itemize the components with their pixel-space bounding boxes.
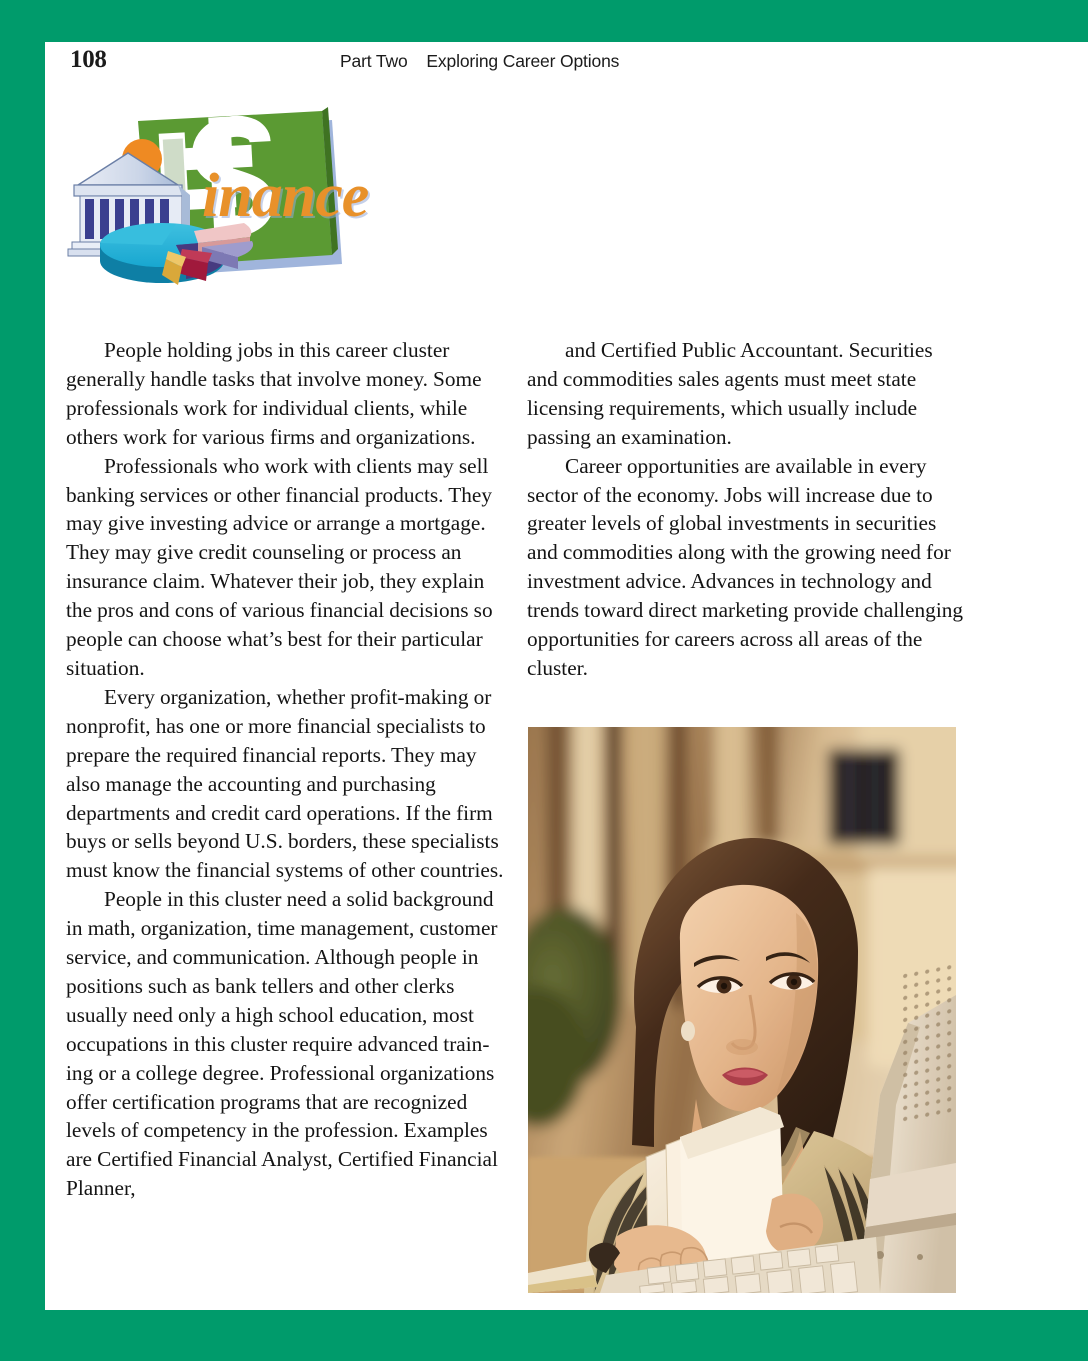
pie-chart-icon [100, 223, 253, 285]
finance-cluster-logo [66, 103, 426, 298]
paragraph: People in this cluster need a solid background in math, organization, time management, customer service, and communication. Although people in positions such as bank tellers and other clerks usually need only a high school education, most occupations in this cluster require advanced training or a college degree. Professional organizations offer certification programs that are recognized levels of competency in the profession. Examples are Certified Financial Analyst, Certified Financial Planner, [66, 887, 498, 1201]
running-head [70, 46, 970, 78]
woman-at-computer-photo [528, 727, 956, 1293]
paragraph: People holding jobs in this career cluster generally handle tasks that involve money. Some professionals work for individual clients, while others work for various firms and organizations. [66, 338, 482, 449]
running-head-title: Part Two Exploring Career Options [340, 51, 620, 71]
paragraph: Professionals who work with clients may sell banking services or other financial products. They may give investing advice or arrange a mortgage. They may give credit counseling or process an insurance claim. Whatever their job, they explain the pros and cons of various financial decisions so people can choose what’s best for their particular situation. [66, 453, 493, 680]
body-column-right [527, 336, 967, 683]
paragraph: Career opportunities are available in every sector of the economy. Jobs will increase due to greater levels of global investments in securities and commodities along with the growing need for investment advice. Advances in technology and trends toward direct marketing provide challenging opportunities for careers across all areas of the cluster. [527, 453, 964, 680]
finance-logo-graphic [66, 103, 426, 298]
page-number: 108 [70, 46, 107, 73]
photo-artwork [528, 727, 956, 1293]
paragraph: Every organization, whether profit-making or nonprofit, has one or more financial specialists to prepare the required financial reports. They may also manage the accounting and purchasing departments and credit card operations. If the firm buys or sells beyond U.S. borders, these specialists must know the financial systems of other countries. [66, 684, 504, 883]
paragraph: and Certified Public Accountant. Securities and commodities sales agents must meet state licensing requirements, which usually include passing an examination. [527, 338, 933, 449]
body-column-left [66, 336, 506, 1203]
logo-wordmark: inance [202, 162, 369, 230]
